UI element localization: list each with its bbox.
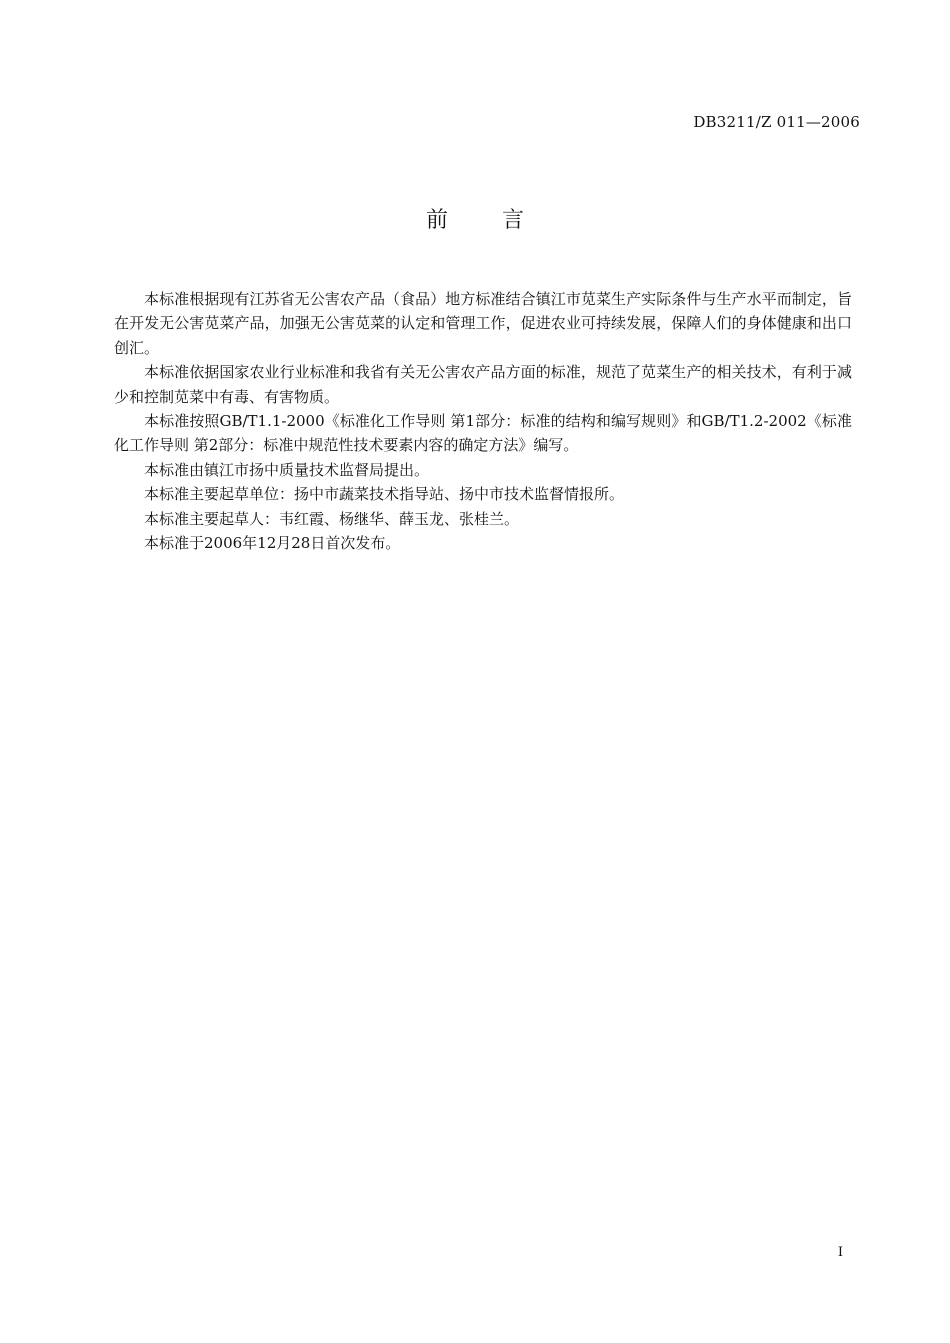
page-number: I — [837, 1245, 843, 1260]
foreword-body — [114, 287, 852, 555]
document-code: DB3211/Z 011—2006 — [693, 113, 860, 131]
paragraph-proposer: 本标准由镇江市扬中质量技术监督局提出。 — [144, 460, 430, 479]
paragraph-drafting-rules: 本标准按照GB/T1.1-2000《标准化工作导则 第1部分：标准的结构和编写规则》和GB/T1.2-2002《标准化工作导则 第2部分：标准中规范性技术要素内容的确定方法》编写。 — [114, 412, 852, 455]
paragraph-drafters: 本标准主要起草人：韦红霞、杨继华、薛玉龙、张桂兰。 — [144, 509, 520, 528]
paragraph-purpose: 本标准根据现有江苏省无公害农产品（食品）地方标准结合镇江市苋菜生产实际条件与生产水平而制定，旨在开发无公害苋菜产品，加强无公害苋菜的认定和管理工作，促进农业可持续发展，保障人们的身体健康和出口创汇。 — [114, 290, 852, 357]
paragraph-release: 本标准于2006年12月28日首次发布。 — [144, 534, 401, 553]
paragraph-basis: 本标准依据国家农业行业标准和我省有关无公害农产品方面的标准，规范了苋菜生产的相关技术，有利于减少和控制苋菜中有毒、有害物质。 — [114, 363, 852, 406]
page-title: 前言 — [425, 208, 578, 233]
paragraph-drafting-units: 本标准主要起草单位：扬中市蔬菜技术指导站、扬中市技术监督情报所。 — [144, 485, 625, 504]
